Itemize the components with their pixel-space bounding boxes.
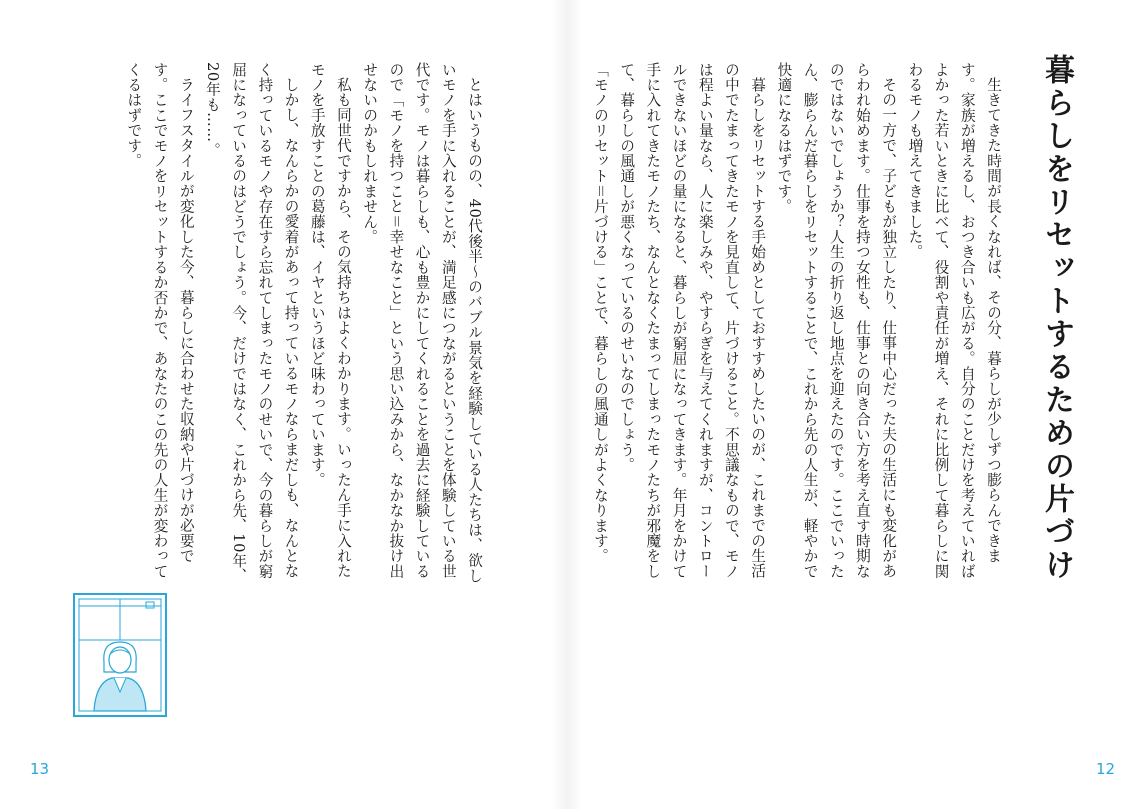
left-body-text <box>120 62 487 592</box>
right-paragraph-2: その一方で、子どもが独立したり、仕事中心だった夫の生活にも変化があらわれ始めます。仕事を持つ女性も、仕事との向き合い方を考え直す時期なのではないでしょうか？人生の折り返し地点を迎えたのです。ここでいったん、膨らんだ暮らしをリセットすることで、これから先の人生が、軽やかで快適になるはずです。 <box>775 62 898 579</box>
left-paragraph-3: しかし、なんらかの愛着があって持っているモノならまだしも、なんとなく持っているモノや存在すら忘れてしまったモノのせいで、今の暮らしが窮屈になっているのはどうでしょう。今、だけではなく、これから先、10年、20年も……。 <box>203 62 300 584</box>
left-paragraph-4: ライフスタイルが変化した今、暮らしに合わせた収納や片づけが必要です。ここでモノをリセットするか否かで、あなたのこの先の人生が変わってくるはずです。 <box>125 62 195 579</box>
chapter-heading: 暮らしをリセットするための片づけ <box>1039 54 1074 582</box>
book-gutter <box>552 0 582 809</box>
right-paragraph-3: 暮らしをリセットする手始めとしておすすめしたいのが、これまでの生活の中でたまってきたモノを見直して、片づけること。不思議なもので、モノは程よい量なら、人に楽しみや、やすらぎを与えてくれますが、コントロールできないほどの量になると、暮らしが窮屈になってきます。年月をかけて手に入れてきたモノたち、なんとなくたまってしまったモノたちが邪魔をして、暮らしの風通しが悪くなっているのせいなのでしょう。 <box>618 62 767 579</box>
left-paragraph-2: 私も同世代ですから、その気持ちはよくわかります。いったん手に入れたモノを手放すことの葛藤は、イヤというほど味わっています。 <box>308 62 352 579</box>
left-paragraph-1: とはいうものの、40代後半〜のバブル景気を経験している人たちは、欲しいモノを手に入れることが、満足感につながるということを体験している世代です。モノは暮らしも、心も豊かにしてくれることを過去に経験しているので「モノを持つこと＝幸せなこと」という思い込みから、なかなか抜け出せないのかもしれません。 <box>361 62 483 583</box>
right-paragraph-4: 「モノのリセット＝片づける」ことで、暮らしの風通しがよくなります。 <box>591 62 609 564</box>
right-paragraph-1: 生きてきた時間が長くなれば、その分、暮らしが少しずつ膨らんできます。家族が増えるし、おつき合いも広がる。自分のことだけを考えていればよかった若いときに比べて、役割や責任が増え、それに比例して暮らしに関わるモノも増えてきました。 <box>906 62 1002 579</box>
page-number-right: 12 <box>1096 760 1116 778</box>
woman-at-window-illustration <box>72 592 168 718</box>
page-number-left: 13 <box>30 760 50 778</box>
right-body-text <box>587 62 1006 592</box>
right-page <box>567 0 1134 809</box>
